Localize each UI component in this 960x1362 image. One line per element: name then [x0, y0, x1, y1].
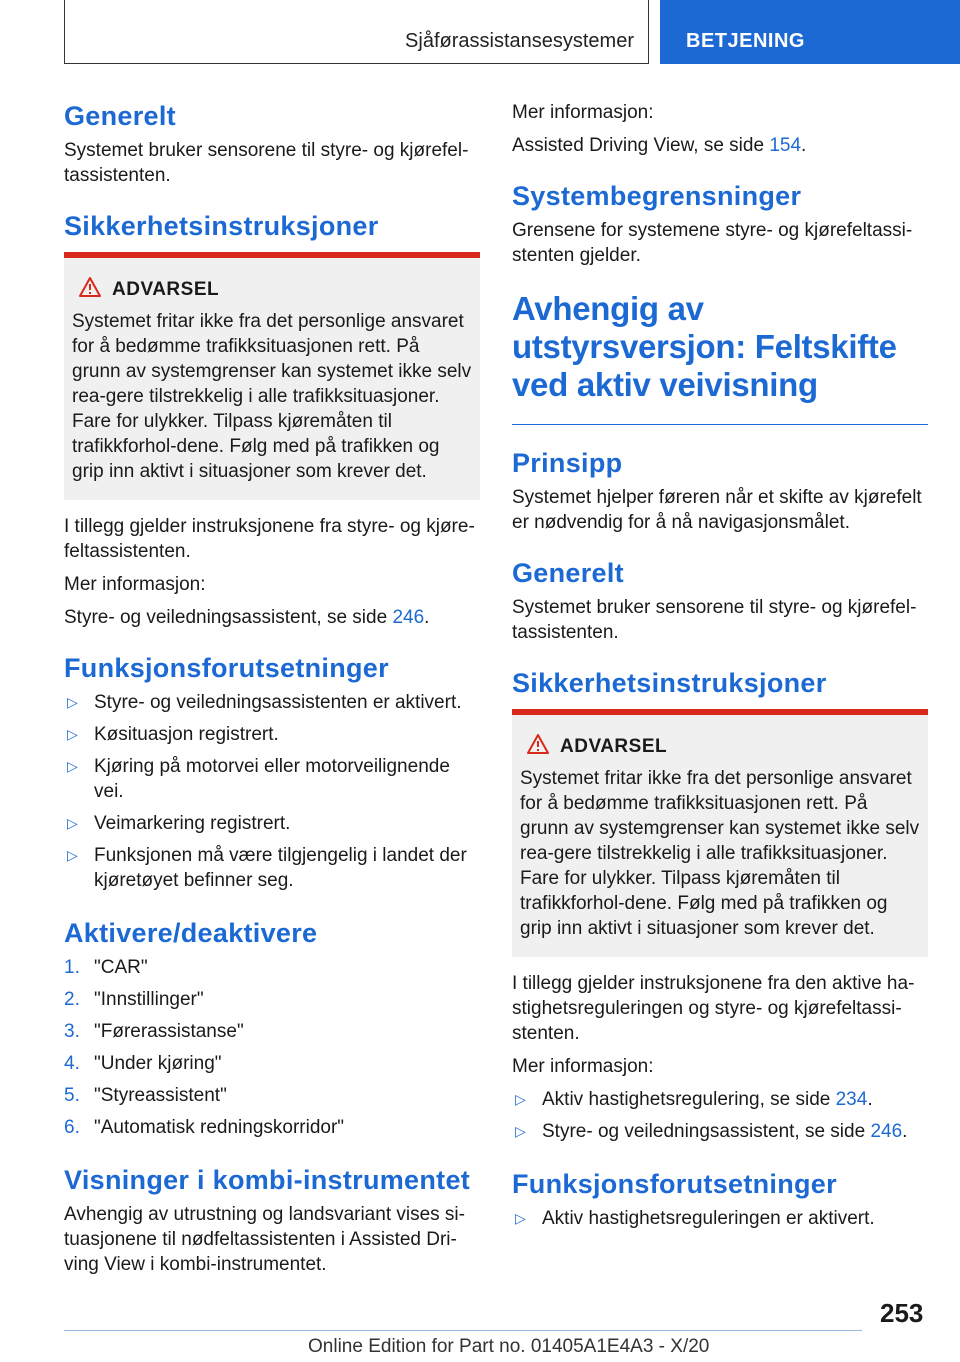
chapter-title: Avhengig av utstyrsversjon: Feltskifte ved aktiv veivisning: [512, 290, 897, 403]
prerequisites-list: [64, 690, 480, 893]
bullet-triangle-icon: ▷: [515, 1210, 526, 1226]
reference-item: ▷ Styre- og veiledningsassistent, se side 246.: [515, 1121, 908, 1142]
bullet-triangle-icon: ▷: [515, 1123, 526, 1139]
title-rule: [512, 424, 928, 425]
prerequisites-list: [512, 1206, 928, 1231]
step-text: "CAR": [94, 957, 148, 978]
heading-visninger: Visninger i kombi-instrumentet: [64, 1165, 471, 1195]
bullet-triangle-icon: ▷: [67, 758, 78, 774]
step-number: 6.: [64, 1117, 80, 1138]
bullet-triangle-icon: ▷: [67, 726, 78, 742]
step-text: "Førerassistanse": [94, 1021, 244, 1042]
visninger-text: Avhengig av utrustning og landsvariant vises si-tuasjonene til nødfeltassistenten i Assisted Dri-ving View i kombi-instrumentet.: [64, 1204, 465, 1275]
heading-sikkerhetsinstruksjoner: Sikkerhetsinstruksjoner: [512, 668, 827, 698]
warning-text: Systemet fritar ikke fra det personlige ansvaret for å bedømme trafikksituasjonen rett. På grunn av systemgrenser kan systemet ikke selv rea-gere tilstrekkelig i alle trafikksituasjoner. Fare for ulykker. Tilpass kjøremåten til trafikkforhol-dene. Følg med på trafikken og grip inn aktivt i situasjoner som krever det.: [520, 768, 920, 939]
warning-label: ADVARSEL: [560, 735, 668, 757]
header-section-title: Sjåførassistansesystemer: [405, 30, 634, 52]
footer-text: Online Edition for Part no. 01405A1E4A3 - X/20: [308, 1336, 710, 1357]
list-item: ▷ Aktiv hastighetsreguleringen er aktivert.: [515, 1208, 875, 1229]
bullet-triangle-icon: ▷: [67, 847, 78, 863]
heading-funksjonsforutsetninger: Funksjonsforutsetninger: [64, 653, 389, 683]
step-item: [64, 1051, 480, 1076]
step-item: [64, 1115, 480, 1140]
mer-informasjon: Mer informasjon:: [512, 1056, 654, 1077]
reference-line: Styre- og veiledningsassistent, se side 246.: [64, 607, 430, 628]
warning-box: [512, 709, 928, 957]
page-number: 253: [880, 1298, 924, 1328]
heading-sikkerhetsinstruksjoner: Sikkerhetsinstruksjoner: [64, 211, 379, 241]
step-text: "Under kjøring": [94, 1053, 222, 1074]
list-item: ▷ Veimarkering registrert.: [67, 813, 291, 834]
left-column: [64, 100, 480, 1285]
generelt-text: Systemet bruker sensorene til styre- og kjørefel-tassistenten.: [512, 597, 917, 643]
mer-informasjon: Mer informasjon:: [512, 102, 654, 123]
heading-generelt: Generelt: [64, 101, 176, 131]
step-number: 1.: [64, 957, 80, 978]
heading-aktivere-deaktivere: Aktivere/deaktivere: [64, 918, 318, 948]
right-column: [512, 100, 928, 1241]
reference-item: ▷ Aktiv hastighetsregulering, se side 234.: [515, 1089, 873, 1110]
step-item: [64, 955, 480, 980]
bullet-triangle-icon: ▷: [67, 815, 78, 831]
heading-generelt: Generelt: [512, 558, 624, 588]
header-chapter-tab[interactable]: [660, 0, 960, 64]
bullet-triangle-icon: ▷: [515, 1091, 526, 1107]
list-item: ▷ Styre- og veiledningsassistenten er aktivert.: [67, 692, 462, 713]
warning-text: Systemet fritar ikke fra det personlige ansvaret for å bedømme trafikksituasjonen rett. På grunn av systemgrenser kan systemet ikke selv rea-gere tilstrekkelig i alle trafikksituasjoner. Fare for ulykker. Tilpass kjøremåten til trafikkforhol-dene. Følg med på trafikken og grip inn aktivt i situasjoner som krever det.: [72, 311, 472, 482]
page-link[interactable]: 234: [835, 1089, 868, 1110]
step-text: "Styreassistent": [94, 1085, 227, 1106]
header-section-box: [64, 0, 649, 64]
step-item: [64, 1019, 480, 1044]
list-item: ▷ Funksjonen må være tilgjengelig i landet der kjøretøyet befinner seg.: [67, 845, 467, 891]
reference-line: Assisted Driving View, se side 154.: [512, 135, 807, 156]
step-text: "Innstillinger": [94, 989, 204, 1010]
prinsipp-text: Systemet hjelper føreren når et skifte av kjørefelt er nødvendig for å nå navigasjonsmålet.: [512, 487, 922, 533]
tillegg-text: I tillegg gjelder instruksjonene fra den aktive ha-stighetsreguleringen og styre- og kjørefeltassi-stenten.: [512, 973, 915, 1044]
bullet-triangle-icon: ▷: [67, 694, 78, 710]
heading-prinsipp: Prinsipp: [512, 448, 623, 478]
references-list: [512, 1087, 928, 1144]
mer-informasjon: Mer informasjon:: [64, 574, 206, 595]
step-text: "Automatisk redningskorridor": [94, 1117, 345, 1138]
step-number: 3.: [64, 1021, 80, 1042]
warning-label: ADVARSEL: [112, 278, 220, 300]
step-number: 5.: [64, 1085, 80, 1106]
page-link[interactable]: 246: [392, 607, 425, 628]
header-chapter-label: BETJENING: [686, 30, 805, 52]
page-link[interactable]: 154: [769, 135, 802, 156]
steps-list: [64, 955, 480, 1140]
step-item: [64, 1083, 480, 1108]
list-item: ▷ Køsituasjon registrert.: [67, 724, 279, 745]
footer-divider: [64, 1330, 862, 1331]
page-link[interactable]: 246: [870, 1121, 903, 1142]
heading-funksjonsforutsetninger: Funksjonsforutsetninger: [512, 1169, 837, 1199]
step-item: [64, 987, 480, 1012]
tillegg-text: I tillegg gjelder instruksjonene fra styre- og kjøre-feltassistenten.: [64, 516, 475, 562]
list-item: ▷ Kjøring på motorvei eller motorveilignende vei.: [67, 756, 450, 802]
warning-icon: [526, 733, 550, 760]
warning-icon: [78, 276, 102, 303]
heading-systembegrensninger: Systembegrensninger: [512, 181, 802, 211]
step-number: 4.: [64, 1053, 80, 1074]
warning-box: [64, 252, 480, 500]
step-number: 2.: [64, 989, 80, 1010]
systembegrensninger-text: Grensene for systemene styre- og kjørefeltassi-stenten gjelder.: [512, 220, 913, 266]
generelt-text: Systemet bruker sensorene til styre- og kjørefel-tassistenten.: [64, 140, 469, 186]
